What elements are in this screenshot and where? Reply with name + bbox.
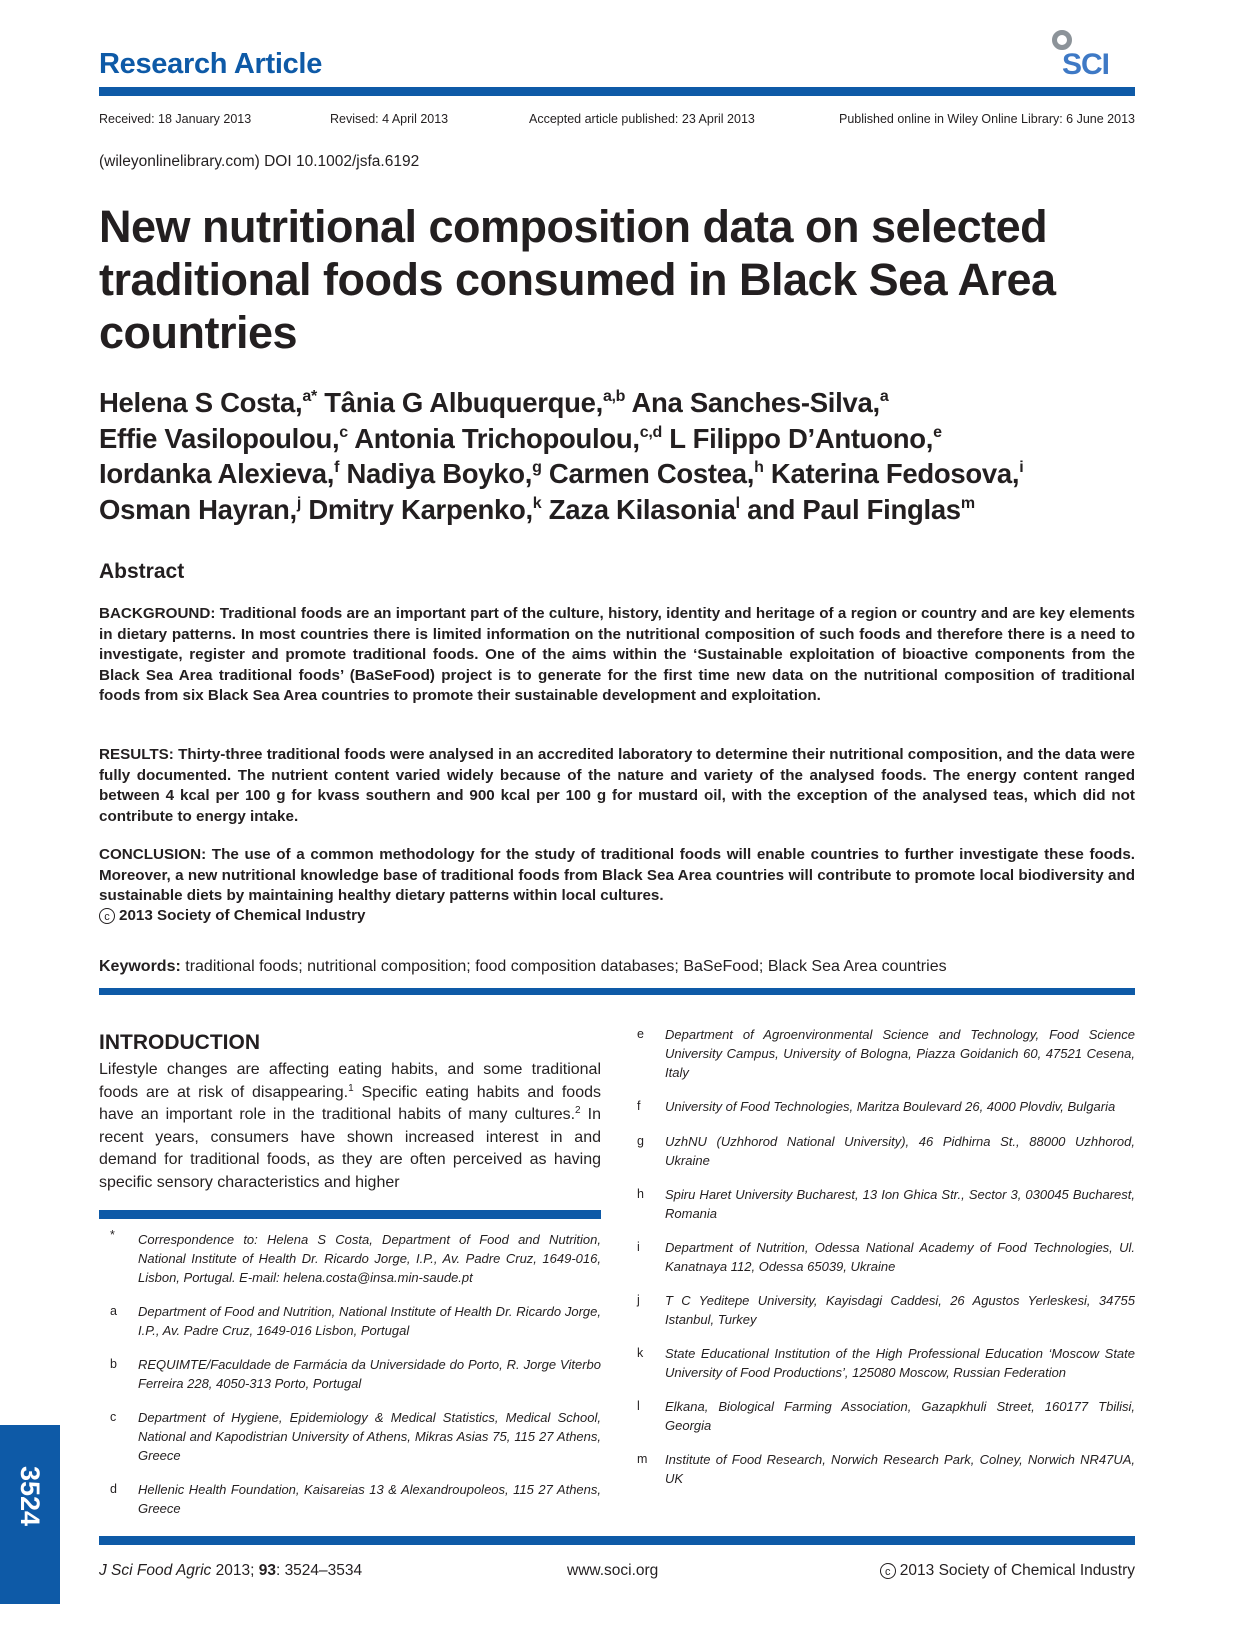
author: Nadiya Boyko,$^g$	[346, 458, 542, 489]
affiliation: h Spiru Haret University Bucharest, 13 Ion Ghica Str., Sector 3, 030045 Bucharest, Romania	[637, 1187, 1135, 1221]
author-line	[99, 421, 1159, 457]
affiliation: c Department of Hygiene, Epidemiology & Medical Statistics, Medical School, National and Kapodistrian University of Athens, Mikras Asias 75, 115 27 Athens, Greece	[110, 1410, 601, 1463]
title-line-1: New nutritional composition data on selected	[99, 201, 1048, 252]
author-line	[99, 385, 1159, 421]
journal-citation: J Sci Food Agric 2013; 93: 3524–3534	[99, 1562, 363, 1579]
affiliation: f University of Food Technologies, Maritza Boulevard 26, 4000 Plovdiv, Bulgaria	[637, 1099, 1116, 1114]
abstract-background: BACKGROUND: Traditional foods are an important part of the culture, history, identity and heritage of a region or country and are key elements in dietary patterns. In most countries there is limited information on the nutritional composition of such foods and therefore there is a need to investigate, register and promote traditional foods. One of the aims within the ‘Sustainable exploitation of bioactive components from the Black Sea Area traditional foods’ (BaSeFood) project is to generate for the first time new data on the nutritional composition of traditional foods from six Black Sea Area countries to promote their sustainable development and exploitation.	[99, 605, 1135, 704]
abstract-copyright: c 2013 Society of Chemical Industry	[99, 906, 1135, 927]
affiliation: i Department of Nutrition, Odessa National Academy of Food Technologies, Ul. Kanatnaya 112, Odessa 65039, Ukraine	[637, 1240, 1135, 1274]
author: L Filippo D’Antuono,$^e$	[669, 422, 942, 454]
abstract-rule	[99, 988, 1135, 995]
footer-rule	[99, 1536, 1135, 1545]
author-list	[99, 385, 1159, 527]
author: Tânia G Albuquerque,$^{a,b}$	[324, 387, 626, 418]
citation[interactable]: 1	[348, 1082, 354, 1094]
copyright-icon: c	[880, 1563, 896, 1579]
keywords-label: Keywords:	[99, 958, 181, 975]
website-link[interactable]: www.soci.org	[567, 1562, 659, 1579]
title-line-2: traditional foods consumed in Black Sea Area	[99, 254, 1056, 305]
logo-ring-icon	[1052, 30, 1072, 50]
author: Osman Hayran,$^j$	[99, 493, 302, 525]
sci-logo	[1050, 28, 1130, 84]
received-date: Received: 18 January 2013	[99, 112, 252, 126]
author: Katerina Fedosova,$^i$	[770, 458, 1024, 489]
affiliation: g UzhNU (Uzhhorod National University), 46 Pidhirna St., 88000 Uzhhorod, Ukraine	[637, 1134, 1135, 1168]
affiliation: d Hellenic Health Foundation, Kaisareias 13 & Alexandroupoleos, 115 27 Athens, Greece	[110, 1482, 601, 1516]
header-rule	[99, 87, 1135, 96]
page-number: 3524	[15, 1465, 45, 1527]
keywords-text: traditional foods; nutritional composition; food composition databases; BaSeFood; Black Sea Area countries	[185, 958, 947, 975]
copyright-icon: c	[99, 908, 115, 924]
keywords	[99, 958, 947, 976]
doi: (wileyonlinelibrary.com) DOI 10.1002/jsfa.6192	[99, 153, 420, 170]
author: Carmen Costea,$^h$	[548, 458, 764, 489]
affiliation: l Elkana, Biological Farming Association, Gazapkhuli Street, 160177 Tbilisi, Georgia	[637, 1399, 1135, 1433]
abstract-conclusion: CONCLUSION: The use of a common methodology for the study of traditional foods will enable countries to further investigate these foods. Moreover, a new nutritional knowledge base of traditional foods from Black Sea Area countries will contribute to promote local biodiversity and sustainable diets by maintaining healthy dietary patterns within local cultures.	[99, 846, 1135, 904]
page-number-tab	[0, 1425, 60, 1604]
article-title	[99, 200, 1149, 359]
author: Helena S Costa,$^{a*}$	[99, 387, 317, 418]
author: Iordanka Alexieva,$^f$	[99, 458, 340, 489]
affiliation: b REQUIMTE/Faculdade de Farmácia da Universidade do Porto, R. Jorge Viterbo Ferreira 228, 4050-313 Porto, Portugal	[110, 1357, 601, 1391]
correspondence-note: * Correspondence to: Helena S Costa, Department of Food and Nutrition, National Institute of Health Dr. Ricardo Jorge, I.P., Av. Padre Cruz, 1649-016, Lisbon, Portugal. E-mail: helena.costa@insa.min-saude.pt	[110, 1228, 601, 1285]
affiliation: e Department of Agroenvironmental Science and Technology, Food Science University Campus, University of Bologna, Piazza Goidanich 60, 47521 Cesena, Italy	[637, 1027, 1135, 1080]
author: and Paul Finglas$^m$	[747, 493, 975, 525]
abstract-results: RESULTS: Thirty-three traditional foods were analysed in an accredited laboratory to determine their nutritional composition, and the data were fully documented. The nutrient content varied widely because of the nature and variety of the analysed foods. The energy content ranged between 4 kcal per 100 g for kvass southern and 900 kcal per 100 g for mustard oil, with the exception of the analysed teas, which did not contribute to energy intake.	[99, 746, 1135, 825]
title-line-3: countries	[99, 307, 298, 358]
affiliation: j T C Yeditepe University, Kayisdagi Caddesi, 26 Agustos Yerleskesi, 34755 Istanbul, Turkey	[637, 1293, 1135, 1327]
author-line	[99, 456, 1159, 492]
author: Effie Vasilopoulou,$^c$	[99, 422, 348, 454]
author-line	[99, 492, 1159, 528]
affiliation: m Institute of Food Research, Norwich Research Park, Colney, Norwich NR47UA, UK	[637, 1452, 1135, 1486]
author: Zaza Kilasonia$^l$	[548, 493, 740, 525]
author: Dmitry Karpenko,$^k$	[308, 493, 542, 525]
logo-text: SCI	[1062, 48, 1110, 81]
intro-paragraph: Lifestyle changes are affecting eating habits, and some traditional foods are at risk of disappearing.$^1$ Specific eating habits and foods have an important role in the traditional habits of many cultures.$^2$ In recent years, consumers have shown increased interest in and demand for traditional foods, as they are often perceived as having specific sensory characteristics and higher	[99, 1061, 601, 1191]
section-label: Research Article	[99, 48, 323, 80]
affiliation: a Department of Food and Nutrition, National Institute of Health Dr. Ricardo Jorge, I.P., Av. Padre Cruz, 1649-016 Lisbon, Portugal	[110, 1304, 601, 1338]
published-date: Published online in Wiley Online Library: 6 June 2013	[838, 112, 1135, 126]
author: Antonia Trichopoulou,$^{c,d}$	[354, 422, 662, 454]
footer-copyright: c 2013 Society of Chemical Industry	[880, 1562, 1135, 1580]
intro-heading: INTRODUCTION	[99, 1031, 260, 1054]
author: Ana Sanches-Silva,$^a$	[631, 387, 889, 418]
accepted-date: Accepted article published: 23 April 2013	[529, 112, 755, 126]
revised-date: Revised: 4 April 2013	[330, 112, 449, 126]
affiliation: k State Educational Institution of the High Professional Education ‘Moscow State University of Food Productions’, 125080 Moscow, Russian Federation	[637, 1346, 1135, 1380]
citation[interactable]: 2	[575, 1105, 581, 1116]
footnote-rule	[99, 1210, 601, 1219]
abstract-heading: Abstract	[99, 560, 185, 583]
